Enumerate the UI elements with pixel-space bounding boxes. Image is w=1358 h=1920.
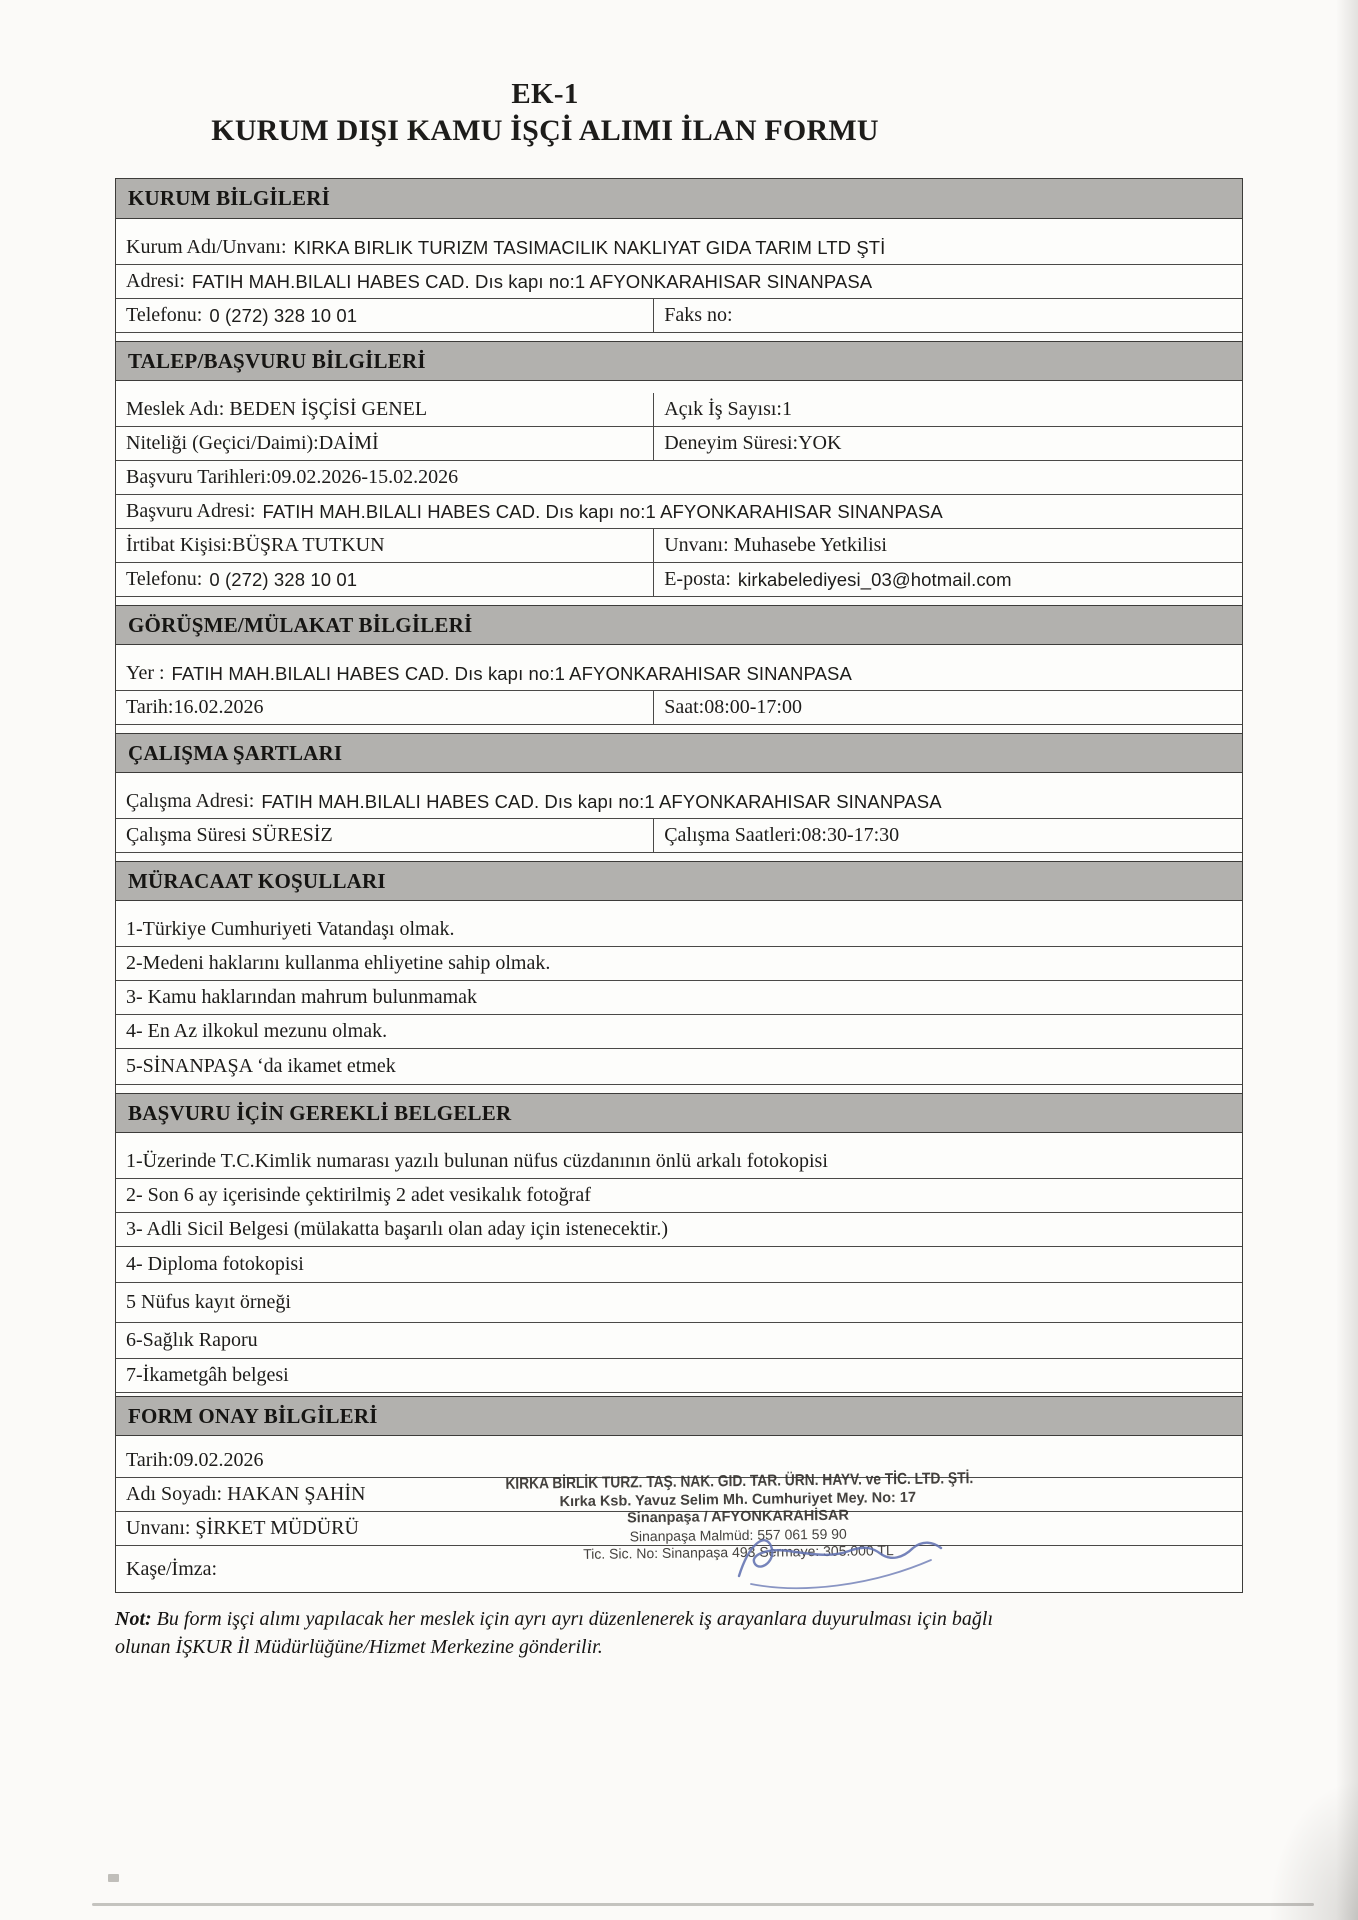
section-gap xyxy=(116,1436,1242,1444)
belge-item: 6-Sağlık Raporu xyxy=(126,1329,258,1351)
cell-muracaat-4 xyxy=(116,1015,1242,1048)
cell-deneyim xyxy=(654,427,1242,460)
row-kase-imza xyxy=(116,1546,1242,1592)
telefon2-value: 0 (272) 328 10 01 xyxy=(209,568,358,590)
kurum-adi-value: KIRKA BIRLIK TURIZM TASIMACILIK NAKLIYAT GIDA TARIM LTD ŞTİ xyxy=(293,236,886,258)
yer-label: Yer : xyxy=(126,662,165,684)
onay-unvan-text: Unvanı: ŞİRKET MÜDÜRÜ xyxy=(126,1517,359,1539)
section-gap xyxy=(116,1133,1242,1145)
row-telefon-eposta xyxy=(116,563,1242,597)
row-tarih-saat xyxy=(116,691,1242,725)
cell-belge-6 xyxy=(116,1323,1242,1358)
footer-note xyxy=(115,1605,1243,1661)
section-gap xyxy=(116,853,1242,861)
row-muracaat-2 xyxy=(116,947,1242,981)
cell-faks xyxy=(654,299,1242,332)
cell-onay-tarih xyxy=(116,1444,1242,1477)
row-muracaat-4 xyxy=(116,1015,1242,1049)
calisma-adresi-label: Çalışma Adresi: xyxy=(126,790,255,812)
telefon-label: Telefonu: xyxy=(126,304,203,326)
cell-meslek-adi xyxy=(116,393,654,426)
stamp-line-3: Sinanpaşa / AFYONKARAHİSAR xyxy=(626,1507,850,1527)
belge-item: 1-Üzerinde T.C.Kimlik numarası yazılı bulunan nüfus cüzdanının önlü arkalı fotokopisi xyxy=(126,1150,828,1172)
row-belge-1 xyxy=(116,1145,1242,1179)
section-heading-form-onay: FORM ONAY BİLGİLERİ xyxy=(116,1396,1242,1436)
section-gap xyxy=(116,381,1242,393)
cell-kurum-adresi xyxy=(116,265,1242,298)
cell-basvuru-adresi xyxy=(116,495,1242,528)
kase-imza-label: Kaşe/İmza: xyxy=(126,1557,218,1580)
section-heading-kurum-bilgileri: KURUM BİLGİLERİ xyxy=(116,179,1242,219)
section-gap xyxy=(116,773,1242,785)
onay-tarih-text: Tarih:09.02.2026 xyxy=(126,1449,264,1471)
page-title: KURUM DIŞI KAMU İŞÇİ ALIMI İLAN FORMU xyxy=(211,114,879,147)
row-belge-7 xyxy=(116,1359,1242,1393)
section-gap xyxy=(116,219,1242,231)
form-code: EK-1 xyxy=(511,78,579,110)
form-onay-area xyxy=(116,1436,1242,1592)
row-belge-4 xyxy=(116,1247,1242,1283)
cell-basvuru-tarihleri xyxy=(116,461,1242,494)
onay-ad-soyad-text: Adı Soyadı: HAKAN ŞAHİN xyxy=(126,1483,366,1505)
telefon2-label: Telefonu: xyxy=(126,568,203,590)
row-belge-5 xyxy=(116,1283,1242,1323)
cell-yer xyxy=(116,657,1242,690)
belge-item: 4- Diploma fotokopisi xyxy=(126,1253,304,1275)
section-heading-calisma-sartlari: ÇALIŞMA ŞARTLARI xyxy=(116,733,1242,773)
gorusme-saat-text: Saat:08:00-17:00 xyxy=(664,696,802,718)
section-heading-talep-basvuru: TALEP/BAŞVURU BİLGİLERİ xyxy=(116,341,1242,381)
scan-bottom-line xyxy=(92,1903,1314,1906)
gorusme-tarih-text: Tarih:16.02.2026 xyxy=(126,696,264,718)
cell-nitelik xyxy=(116,427,654,460)
row-muracaat-1 xyxy=(116,913,1242,947)
cell-onay-ad-soyad xyxy=(116,1478,1242,1511)
section-gap xyxy=(116,645,1242,657)
footer-note-line2: olunan İŞKUR İl Müdürlüğüne/Hizmet Merkezine gönderilir. xyxy=(115,1636,603,1658)
row-belge-6 xyxy=(116,1323,1242,1359)
muracaat-item: 1-Türkiye Cumhuriyeti Vatandaşı olmak. xyxy=(126,918,455,940)
acik-is-sayisi-text: Açık İş Sayısı:1 xyxy=(664,398,792,420)
eposta-label: E-posta: xyxy=(664,568,731,590)
cell-acik-is-sayisi xyxy=(654,393,1242,426)
scan-mark xyxy=(108,1874,119,1882)
basvuru-adresi-label: Başvuru Adresi: xyxy=(126,500,256,522)
row-belge-3 xyxy=(116,1213,1242,1247)
cell-belge-2 xyxy=(116,1179,1242,1212)
belge-item: 3- Adli Sicil Belgesi (mülakatta başarılı olan aday için istenecektir.) xyxy=(126,1218,669,1240)
cell-calisma-suresi xyxy=(116,819,654,852)
cell-calisma-saatleri xyxy=(654,819,1242,852)
cell-belge-4 xyxy=(116,1247,1242,1282)
muracaat-item: 5-SİNANPAŞA ‘da ikamet etmek xyxy=(126,1055,396,1077)
row-basvuru-tarihleri xyxy=(116,461,1242,495)
cell-belge-7 xyxy=(116,1359,1242,1392)
belge-item: 2- Son 6 ay içerisinde çektirilmiş 2 adet vesikalık fotoğraf xyxy=(126,1184,591,1206)
cell-muracaat-5 xyxy=(116,1049,1242,1084)
row-meslek-acikis xyxy=(116,393,1242,427)
cell-calisma-adresi xyxy=(116,785,1242,818)
irtibat-kisisi-text: İrtibat Kişisi:BÜŞRA TUTKUN xyxy=(126,534,385,556)
cell-eposta xyxy=(654,563,1242,596)
faks-label: Faks no: xyxy=(664,304,733,326)
cell-kurum-adi xyxy=(116,231,1242,264)
stamp-line-4: Sinanpaşa Malmüd: 557 061 59 90 xyxy=(629,1525,847,1545)
muracaat-item: 3- Kamu haklarından mahrum bulunmamak xyxy=(126,986,478,1008)
row-calisma-sure-saat xyxy=(116,819,1242,853)
section-gap xyxy=(116,1085,1242,1093)
form-table xyxy=(115,178,1243,1593)
section-heading-gorusme-mulakat: GÖRÜŞME/MÜLAKAT BİLGİLERİ xyxy=(116,605,1242,645)
row-telefon-faks xyxy=(116,299,1242,333)
cell-gorusme-saat xyxy=(654,691,1242,724)
adresi-label: Adresi: xyxy=(126,270,185,292)
yer-value: FATIH MAH.BILALI HABES CAD. Dıs kapı no:1 AFYONKARAHISAR SINANPASA xyxy=(171,662,852,684)
meslek-adi-text: Meslek Adı: BEDEN İŞÇİSİ GENEL xyxy=(126,398,428,420)
cell-belge-5 xyxy=(116,1283,1242,1322)
belge-item: 5 Nüfus kayıt örneği xyxy=(126,1291,291,1313)
row-kurum-adi xyxy=(116,231,1242,265)
section-heading-muracaat-kosullari: MÜRACAAT KOŞULLARI xyxy=(116,861,1242,901)
cell-belge-1 xyxy=(116,1145,1242,1178)
eposta-value: kirkabelediyesi_03@hotmail.com xyxy=(737,568,1012,590)
section-gap xyxy=(116,333,1242,341)
nitelik-text: Niteliği (Geçici/Daimi):DAİMİ xyxy=(126,432,379,454)
calisma-adresi-value: FATIH MAH.BILALI HABES CAD. Dıs kapı no:1 AFYONKARAHISAR SINANPASA xyxy=(261,790,942,812)
row-onay-unvan xyxy=(116,1512,1242,1546)
cell-belge-3 xyxy=(116,1213,1242,1246)
row-kurum-adresi xyxy=(116,265,1242,299)
cell-telefon2 xyxy=(116,563,654,596)
adresi-value: FATIH MAH.BILALI HABES CAD. Dıs kapı no:1 AFYONKARAHISAR SINANPASA xyxy=(191,270,873,292)
row-muracaat-5 xyxy=(116,1049,1242,1085)
row-muracaat-3 xyxy=(116,981,1242,1015)
row-nitelik-deneyim xyxy=(116,427,1242,461)
scan-corner-shadow xyxy=(1268,1780,1358,1920)
deneyim-text: Deneyim Süresi:YOK xyxy=(664,432,842,454)
row-calisma-adresi xyxy=(116,785,1242,819)
basvuru-adresi-value: FATIH MAH.BILALI HABES CAD. Dıs kapı no:1 AFYONKARAHISAR SINANPASA xyxy=(262,500,943,522)
cell-telefon xyxy=(116,299,654,332)
cell-onay-unvan xyxy=(116,1512,1242,1545)
unvan-text: Unvanı: Muhasebe Yetkilisi xyxy=(664,534,887,556)
muracaat-item: 4- En Az ilkokul mezunu olmak. xyxy=(126,1020,388,1042)
cell-gorusme-tarih xyxy=(116,691,654,724)
cell-kase-imza xyxy=(116,1546,1242,1592)
stamp-line-5: Tic. Sic. No: Sinanpaşa 493 Sermaye: 305.000 TL xyxy=(583,1542,894,1562)
row-onay-ad-soyad xyxy=(116,1478,1242,1512)
section-heading-gerekli-belgeler: BAŞVURU İÇİN GEREKLİ BELGELER xyxy=(116,1093,1242,1133)
footer-note-line1: Bu form işçi alımı yapılacak her meslek için ayrı ayrı düzenlenerek iş arayanlara duyurulması için bağlı xyxy=(156,1608,994,1630)
section-gap xyxy=(116,901,1242,913)
basvuru-tarihleri-text: Başvuru Tarihleri:09.02.2026-15.02.2026 xyxy=(126,466,459,488)
section-gap xyxy=(116,597,1242,605)
calisma-saatleri-text: Çalışma Saatleri:08:30-17:30 xyxy=(664,824,900,846)
footer-note-label: Not: xyxy=(115,1608,152,1630)
cell-muracaat-1 xyxy=(116,913,1242,946)
stamp-line-1: KIRKA BİRLİK TURZ. TAŞ. NAK. GID. TAR. ÜRN. HAYV. ve TİC. LTD. ŞTİ. xyxy=(505,1470,974,1493)
document-header xyxy=(115,78,975,148)
row-belge-2 xyxy=(116,1179,1242,1213)
cell-unvan xyxy=(654,529,1242,562)
row-basvuru-adresi xyxy=(116,495,1242,529)
cell-irtibat-kisisi xyxy=(116,529,654,562)
scan-edge-shadow-right xyxy=(1336,0,1358,1920)
cell-muracaat-3 xyxy=(116,981,1242,1014)
stamp-line-2: Kırka Ksb. Yavuz Selim Mh. Cumhuriyet Mey. No: 17 xyxy=(559,1489,917,1510)
belge-item: 7-İkametgâh belgesi xyxy=(126,1364,289,1386)
row-gorusme-yer xyxy=(116,657,1242,691)
calisma-suresi-text: Çalışma Süresi SÜRESİZ xyxy=(126,824,333,846)
row-onay-tarih xyxy=(116,1444,1242,1478)
section-gap xyxy=(116,725,1242,733)
telefon-value: 0 (272) 328 10 01 xyxy=(209,304,358,326)
row-irtibat-unvan xyxy=(116,529,1242,563)
muracaat-item: 2-Medeni haklarını kullanma ehliyetine sahip olmak. xyxy=(126,952,551,974)
kurum-adi-label: Kurum Adı/Unvanı: xyxy=(126,236,287,258)
cell-muracaat-2 xyxy=(116,947,1242,980)
